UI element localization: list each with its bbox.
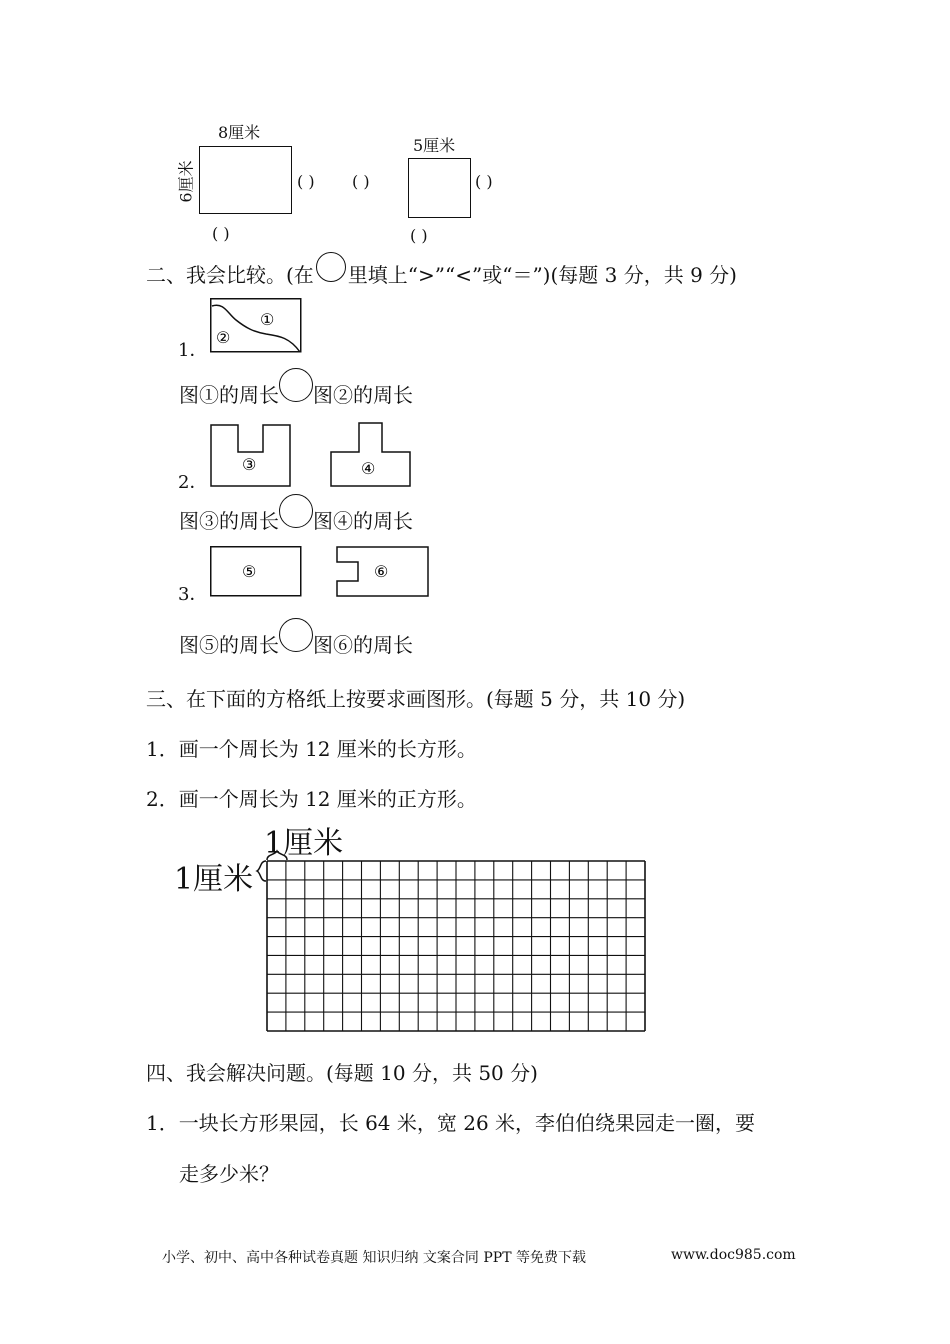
rect-width-label: 8厘米 [218,123,261,142]
item2-compare-circle[interactable] [279,494,313,528]
item2-compare [179,502,413,536]
heading-circle-icon [316,252,346,282]
section4-q1-line1: 1．一块长方形果园，长 64 米，宽 26 米，李伯伯绕果园走一圈，要 [146,1111,756,1135]
item2-compare-right: 图④的周长 [313,508,413,533]
item3-label-b: ⑥ [374,562,389,581]
item3-compare-circle[interactable] [279,618,313,652]
item2-label-a: ③ [242,455,257,474]
item2-label-b: ④ [361,459,376,478]
item3-figure-6 [336,546,430,598]
footer-text: 小学、初中、高中各种试卷真题 知识归纳 文案合同 PPT 等免费下载 [162,1250,586,1266]
item1-figure [210,298,302,354]
square-grid-paper[interactable] [266,860,646,1032]
item1-compare-right: 图②的周长 [313,382,413,407]
item1-compare-left: 图①的周长 [179,382,279,407]
item3-compare-left: 图⑤的周长 [179,632,279,657]
rectangle-8x6 [199,146,292,214]
square-side-label: 5厘米 [413,136,456,155]
item3-compare [179,626,413,660]
rect-below-blank[interactable]: ( ) [212,224,230,243]
square-right-blank[interactable]: ( ) [475,172,493,191]
section4-q1-line2: 走多少米？ [179,1162,279,1186]
item3-number: 3． [178,584,208,605]
item2-figure-3 [210,424,292,488]
item1-label-a: ① [260,310,275,329]
item1-compare-circle[interactable] [279,368,313,402]
grid-top-label: 1厘米 [264,826,344,861]
item3-label-a: ⑤ [242,562,257,581]
item1-number: 1． [178,340,208,361]
footer-url[interactable]: www.doc985.com [671,1247,796,1263]
rect-height-label: 6厘米 [176,160,196,203]
square-below-blank[interactable]: ( ) [410,226,428,245]
item2-figure-4 [330,422,412,488]
section2-heading-before: 二、我会比较。(在 [146,262,314,287]
item3-figure-5 [210,546,302,598]
section2-heading-after: 里填上“>”“<”或“＝”)(每题 3 分，共 9 分) [347,262,737,287]
grid-left-label: 1厘米 [174,862,254,897]
item2-number: 2． [178,472,208,493]
item3-compare-right: 图⑥的周长 [313,632,413,657]
section3-heading: 三、在下面的方格纸上按要求画图形。(每题 5 分，共 10 分) [146,687,686,711]
square-5 [408,158,471,218]
item1-label-b: ② [216,328,231,347]
section2-heading [146,258,737,288]
item2-compare-left: 图③的周长 [179,508,279,533]
section4-heading: 四、我会解决问题。(每题 10 分，共 50 分) [146,1061,538,1085]
item1-compare [179,376,413,410]
rect-right-blank[interactable]: ( ) [297,172,315,191]
square-left-blank[interactable]: ( ) [352,172,370,191]
section3-q1: 1．画一个周长为 12 厘米的长方形。 [146,737,477,761]
section3-q2: 2．画一个周长为 12 厘米的正方形。 [146,787,477,811]
